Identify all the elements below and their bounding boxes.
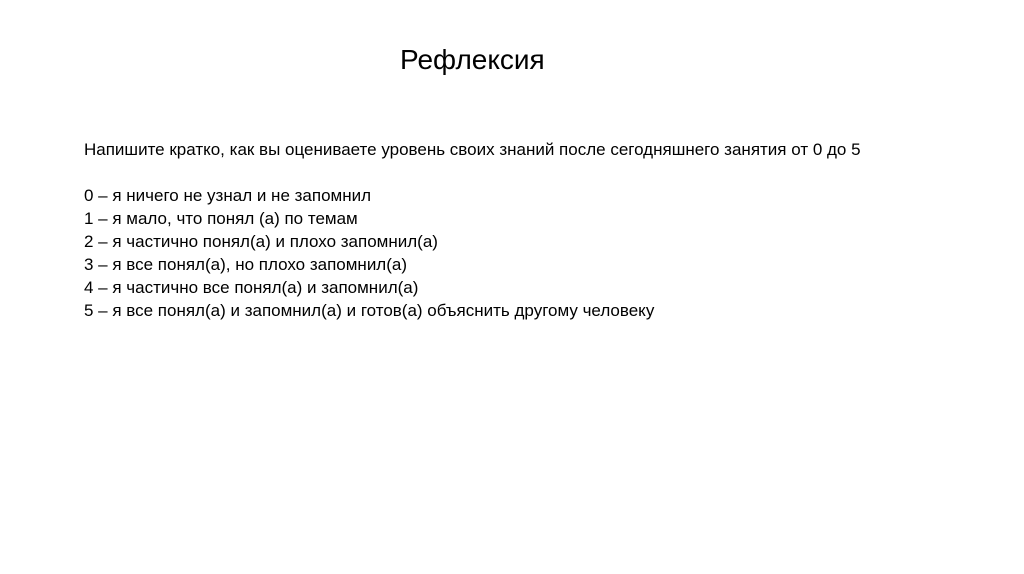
rating-scale-list <box>84 184 654 322</box>
scale-item-0: 0 – я ничего не узнал и не запомнил <box>84 186 372 205</box>
scale-item-1: 1 – я мало, что понял (а) по темам <box>84 209 358 228</box>
instruction-text: Напишите кратко, как вы оцениваете уровень своих знаний после сегодняшнего занятия от 0 до 5 <box>84 140 861 159</box>
scale-item-2: 2 – я частично понял(а) и плохо запомнил(а) <box>84 232 438 251</box>
scale-item-3: 3 – я все понял(а), но плохо запомнил(а) <box>84 255 408 274</box>
slide-title: Рефлексия <box>400 44 545 75</box>
scale-item-4: 4 – я частично все понял(а) и запомнил(а) <box>84 278 419 297</box>
scale-item-5: 5 – я все понял(а) и запомнил(а) и готов(а) объяснить другому человеку <box>84 301 655 320</box>
